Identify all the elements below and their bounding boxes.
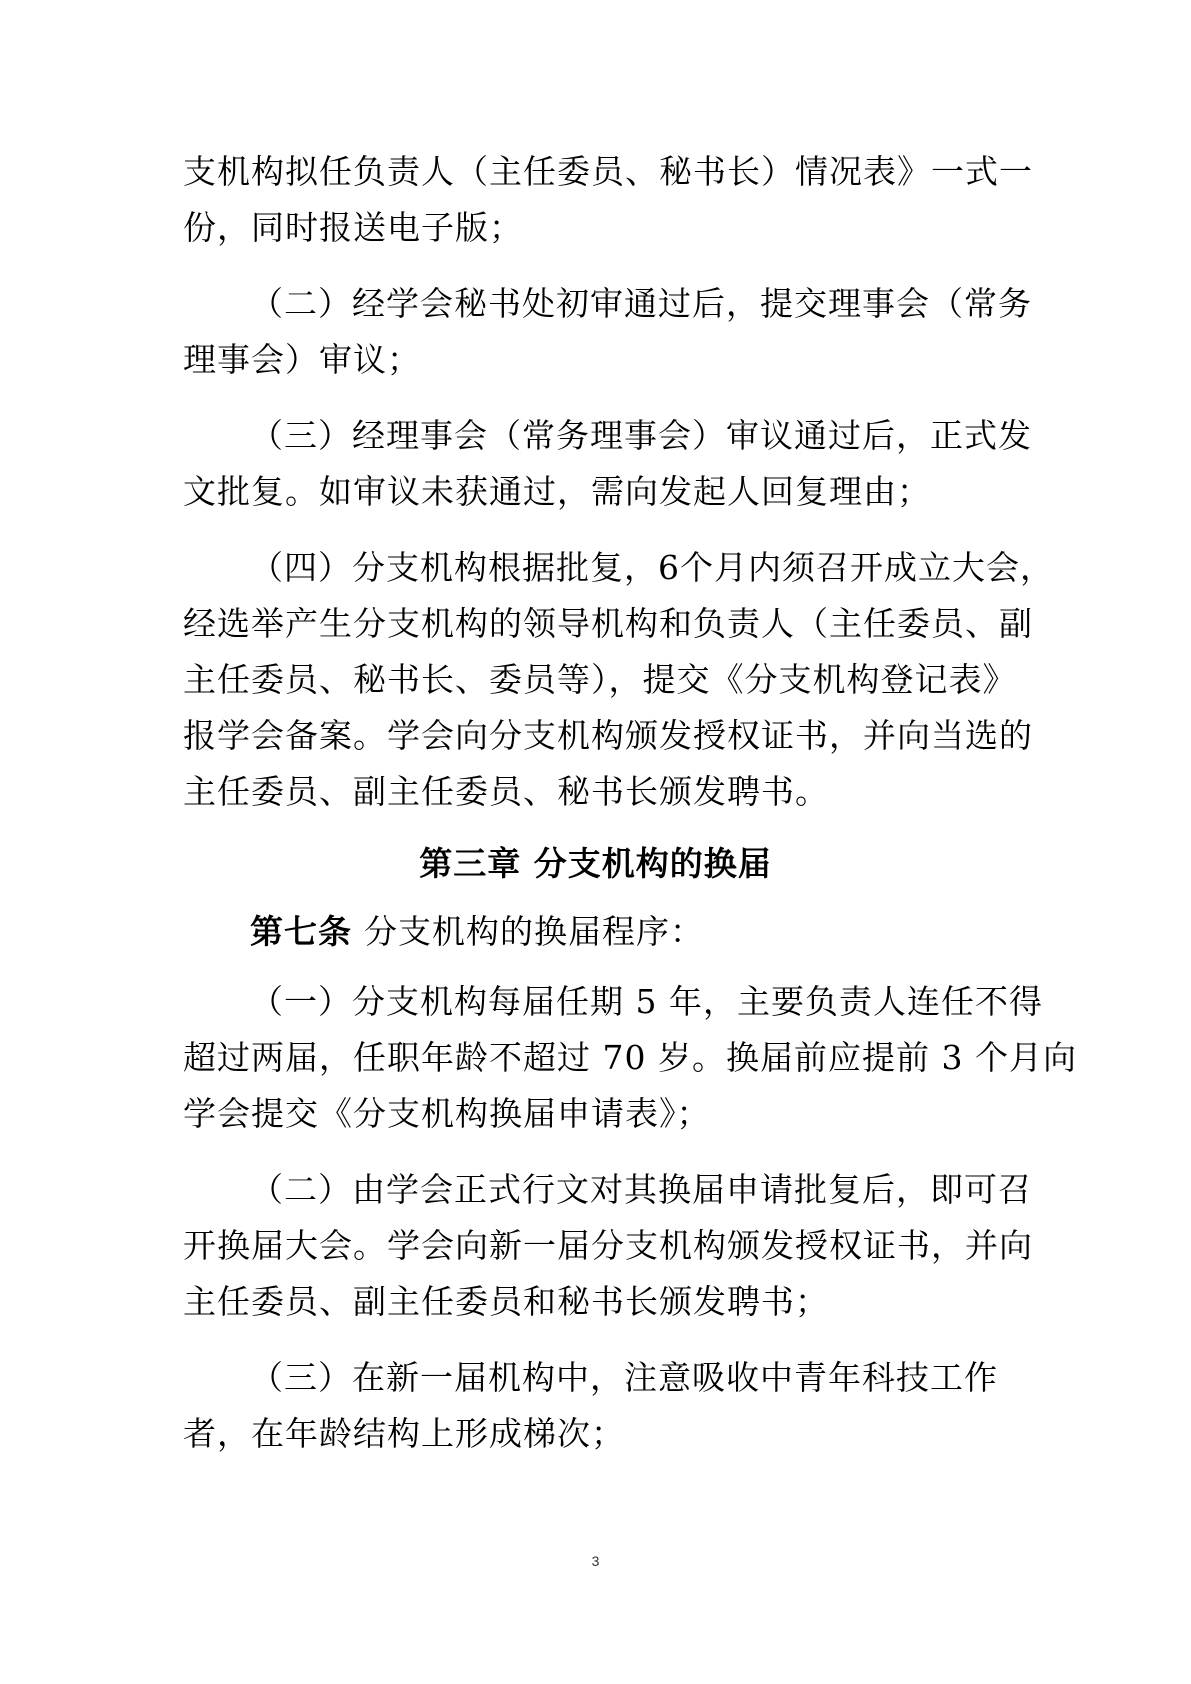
paragraph-line: 超过两届，任职年龄不超过 70 岁。换届前应提前 3 个月向 [183, 1038, 1077, 1077]
paragraph-line: （二）经学会秘书处初审通过后，提交理事会（常务 [250, 284, 1032, 323]
chapter-heading: 第三章 分支机构的换届 [419, 844, 772, 883]
paragraph-line: 支机构拟任负责人（主任委员、秘书长）情况表》一式一 [183, 152, 1033, 191]
paragraph-line: 报学会备案。学会向分支机构颁发授权证书，并向当选的 [183, 716, 1033, 755]
article-line [250, 912, 1080, 952]
article-label: 第七条 [250, 912, 352, 951]
paragraph-line: 学会提交《分支机构换届申请表》； [183, 1094, 711, 1133]
paragraph-line: 主任委员、秘书长、委员等），提交《分支机构登记表》 [183, 660, 1017, 699]
paragraph-line: 经选举产生分支机构的领导机构和负责人（主任委员、副 [183, 604, 1033, 643]
paragraph-line: （四）分支机构根据批复，6个月内须召开成立大会， [250, 548, 1054, 587]
page-number: 3 [591, 1553, 600, 1569]
paragraph-line: （三）在新一届机构中，注意吸收中青年科技工作 [250, 1358, 998, 1397]
paragraph-line: 理事会）审议； [183, 340, 421, 379]
paragraph-line: 主任委员、副主任委员、秘书长颁发聘书。 [183, 772, 829, 811]
paragraph-line: 份，同时报送电子版； [183, 208, 523, 247]
paragraph-line: 主任委员、副主任委员和秘书长颁发聘书； [183, 1282, 829, 1321]
paragraph-line: 者，在年龄结构上形成梯次； [183, 1414, 625, 1453]
article-text: 分支机构的换届程序： [364, 912, 704, 951]
paragraph-line: 开换届大会。学会向新一届分支机构颁发授权证书，并向 [183, 1226, 1033, 1265]
paragraph-line: （三）经理事会（常务理事会）审议通过后，正式发 [250, 416, 1032, 455]
paragraph-line: （二）由学会正式行文对其换届申请批复后，即可召 [250, 1170, 1032, 1209]
paragraph-line: （一）分支机构每届任期 5 年，主要负责人连任不得 [250, 982, 1043, 1021]
paragraph-line: 文批复。如审议未获通过，需向发起人回复理由； [183, 472, 931, 511]
